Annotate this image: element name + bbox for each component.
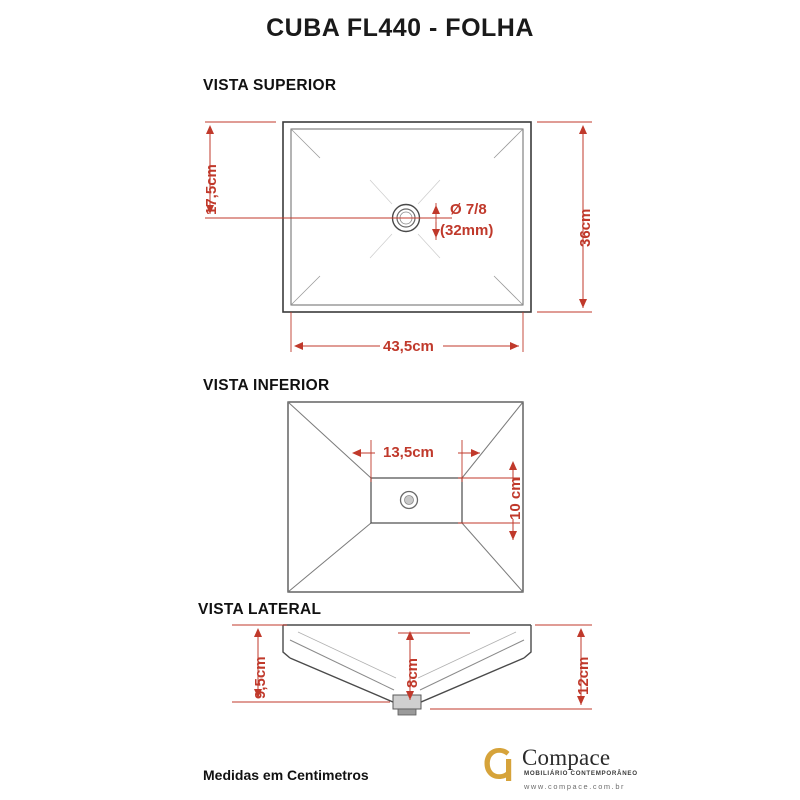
dimension-drain-size-line1: Ø 7/8 xyxy=(450,201,487,218)
dimension-top-view-width: 43,5cm xyxy=(383,338,434,355)
section-heading-vista-superior: VISTA SUPERIOR xyxy=(203,77,337,94)
brand-logo xyxy=(482,745,682,795)
dimension-side-view-height-center: 8cm xyxy=(404,657,421,688)
dimension-side-view-height-left: 9,5cm xyxy=(252,656,269,699)
dimension-bottom-view-width: 13,5cm xyxy=(383,444,434,461)
bottom-view-drawing xyxy=(288,402,523,592)
logo-tagline: MOBILIÁRIO CONTEMPORÂNEO xyxy=(524,770,638,777)
dimension-top-view-height-right: 36cm xyxy=(577,208,594,247)
dimension-side-view-height-right: 12cm xyxy=(575,656,592,695)
compace-logo-icon xyxy=(482,745,518,785)
logo-wordmark: Compace xyxy=(522,745,611,770)
dimension-bottom-view-height: 10 cm xyxy=(507,477,524,520)
dimension-top-view-height-left: 17,5cm xyxy=(203,164,220,215)
section-heading-vista-lateral: VISTA LATERAL xyxy=(198,601,322,618)
logo-website: www.compace.com.br xyxy=(524,782,626,791)
dimension-drain-size-line2: (32mm) xyxy=(440,222,494,239)
footer-note: Medidas em Centimetros xyxy=(203,767,369,783)
section-heading-vista-inferior: VISTA INFERIOR xyxy=(203,377,330,394)
page-title: CUBA FL440 - FOLHA xyxy=(266,14,534,42)
top-view-drawing xyxy=(205,122,592,352)
